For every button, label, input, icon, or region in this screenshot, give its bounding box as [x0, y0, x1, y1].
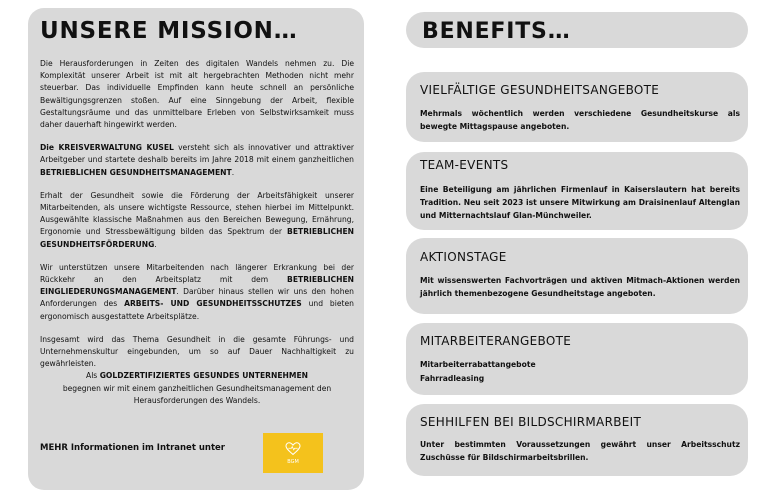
benefit-card-text-line: Mitarbeiterrabattangebote	[420, 360, 536, 369]
mission-paragraph-2	[40, 142, 354, 179]
mission-text: Wir unterstützen unsere Mitarbeitenden nach längerer Erkrankung bei der Rückkehr an den Arbeitsplatz mit dem	[40, 262, 354, 285]
bgm-logo-link[interactable]	[263, 433, 323, 473]
benefit-card	[406, 404, 748, 476]
mission-paragraph-3	[40, 190, 354, 251]
gold-certified-term: GOLDZERTIFIZIERTES GESUNDES UNTERNEHMEN	[99, 371, 308, 381]
mission-text: .	[231, 167, 235, 177]
mission-title: UNSERE MISSION…	[40, 18, 298, 44]
benefit-card	[406, 72, 748, 142]
mission-body	[40, 58, 354, 407]
mission-text: . Darüber hinaus stellen wir uns den hohen Anforderungen des	[40, 287, 354, 309]
benefit-card-text-line: Fahrradleasing	[420, 374, 485, 383]
kreisverwaltung-name: Die KREISVERWALTUNG KUSEL	[40, 143, 174, 153]
benefit-card-text: Mehrmals wöchentlich werden verschiedene Gesundheitskurse als bewegte Mittagspause angeboten.	[420, 109, 740, 131]
mission-paragraph-1: Die Herausforderungen in Zeiten des digitalen Wandels nehmen zu. Die Komplexität unserer Arbeit ist mit alt hergebrachten Methoden nicht mehr steuerbar. Das individuelle Empfinden kann heute schnell an persönliche Bewältigungsgrenzen stoßen. Auf eine Sinngebung der Arbeit, flexible Gestaltungsräume und das unmittelbare Erleben von Selbstwirksamkeit muss daher dauerhaft hingewirkt werden.	[40, 59, 354, 130]
benefit-card	[406, 238, 748, 314]
bgm-label: BGM	[287, 458, 299, 465]
bgm-term: BETRIEBLICHEN GESUNDHEITSMANAGEMENT	[40, 167, 232, 177]
mission-text: Erhalt der Gesundheit sowie die Förderung der Arbeitsfähigkeit unserer Mitarbeitenden, als unsere wichtigste Ressource, stehen hierbei im Mittelpunkt. Ausgewählte klassische Maßnahmen aus den Bereichen Bewegung, Ernährung, Ergonomie und Stressbewältigung bilden das Spektrum der	[40, 190, 354, 237]
mission-paragraph-4	[40, 262, 354, 323]
mission-paragraph-6a	[40, 370, 354, 382]
mission-paragraph-6b: begegnen wir mit einem ganzheitlichen Gesundheitsmanagement den Herausforderungen des Wandels.	[62, 383, 332, 405]
benefit-card	[406, 152, 748, 230]
benefit-card-title: SEHHILFEN BEI BILDSCHIRMARBEIT	[420, 415, 642, 429]
mission-text: .	[154, 239, 157, 249]
benefit-card-title: MITARBEITERANGEBOTE	[420, 334, 572, 348]
more-info-text: MEHR Informationen im Intranet unter	[40, 443, 225, 453]
bem-term: BETRIEBLICHEN EINGLIEDERUNGSMANAGEMENT	[40, 275, 354, 297]
benefit-card-text: Unter bestimmten Voraussetzungen gewährt unser Arbeitsschutz Zuschüsse für Bildschirmarbeitsbrillen.	[420, 440, 740, 462]
benefit-card-title: AKTIONSTAGE	[420, 250, 507, 264]
benefit-card-title: VIELFÄLTIGE GESUNDHEITSANGEBOTE	[420, 83, 660, 97]
mission-text: und bieten ergonomisch ausgestattete Arbeitsplätze.	[40, 299, 354, 321]
bgf-term: BETRIEBLICHEN GESUNDHEITSFÖRDERUNG	[40, 227, 354, 249]
mission-text: Als	[86, 371, 100, 381]
benefits-title: BENEFITS…	[422, 19, 571, 44]
benefit-card-text: Mit wissenswerten Fachvorträgen und aktiven Mitmach-Aktionen werden jährlich themenbezogene Gesundheitstage angeboten.	[420, 276, 740, 298]
mission-text: versteht sich als innovativer und attraktiver Arbeitgeber und startete deshalb bereits im Jahre 2018 mit einem ganzheitlichen	[40, 143, 354, 165]
mission-paragraph-5: Insgesamt wird das Thema Gesundheit in die gesamte Führungs- und Unternehmenskultur eingebunden, um so auf Dauer Nachhaltigkeit zu gewährleisten.	[40, 334, 354, 369]
benefit-card-title: TEAM-EVENTS	[420, 158, 509, 172]
benefit-card	[406, 323, 748, 395]
arbeitsschutz-term: ARBEITS- UND GESUNDHEITSSCHUTZES	[124, 299, 302, 309]
benefit-card-text: Eine Beteiligung am jährlichen Firmenlauf in Kaiserslautern hat bereits Tradition. Neu seit 2023 ist unsere Mitwirkung am Draisinenlauf Altenglan und Mitternachtslauf Glan-Münchweiler.	[420, 185, 740, 220]
heart-pulse-icon	[285, 442, 301, 456]
